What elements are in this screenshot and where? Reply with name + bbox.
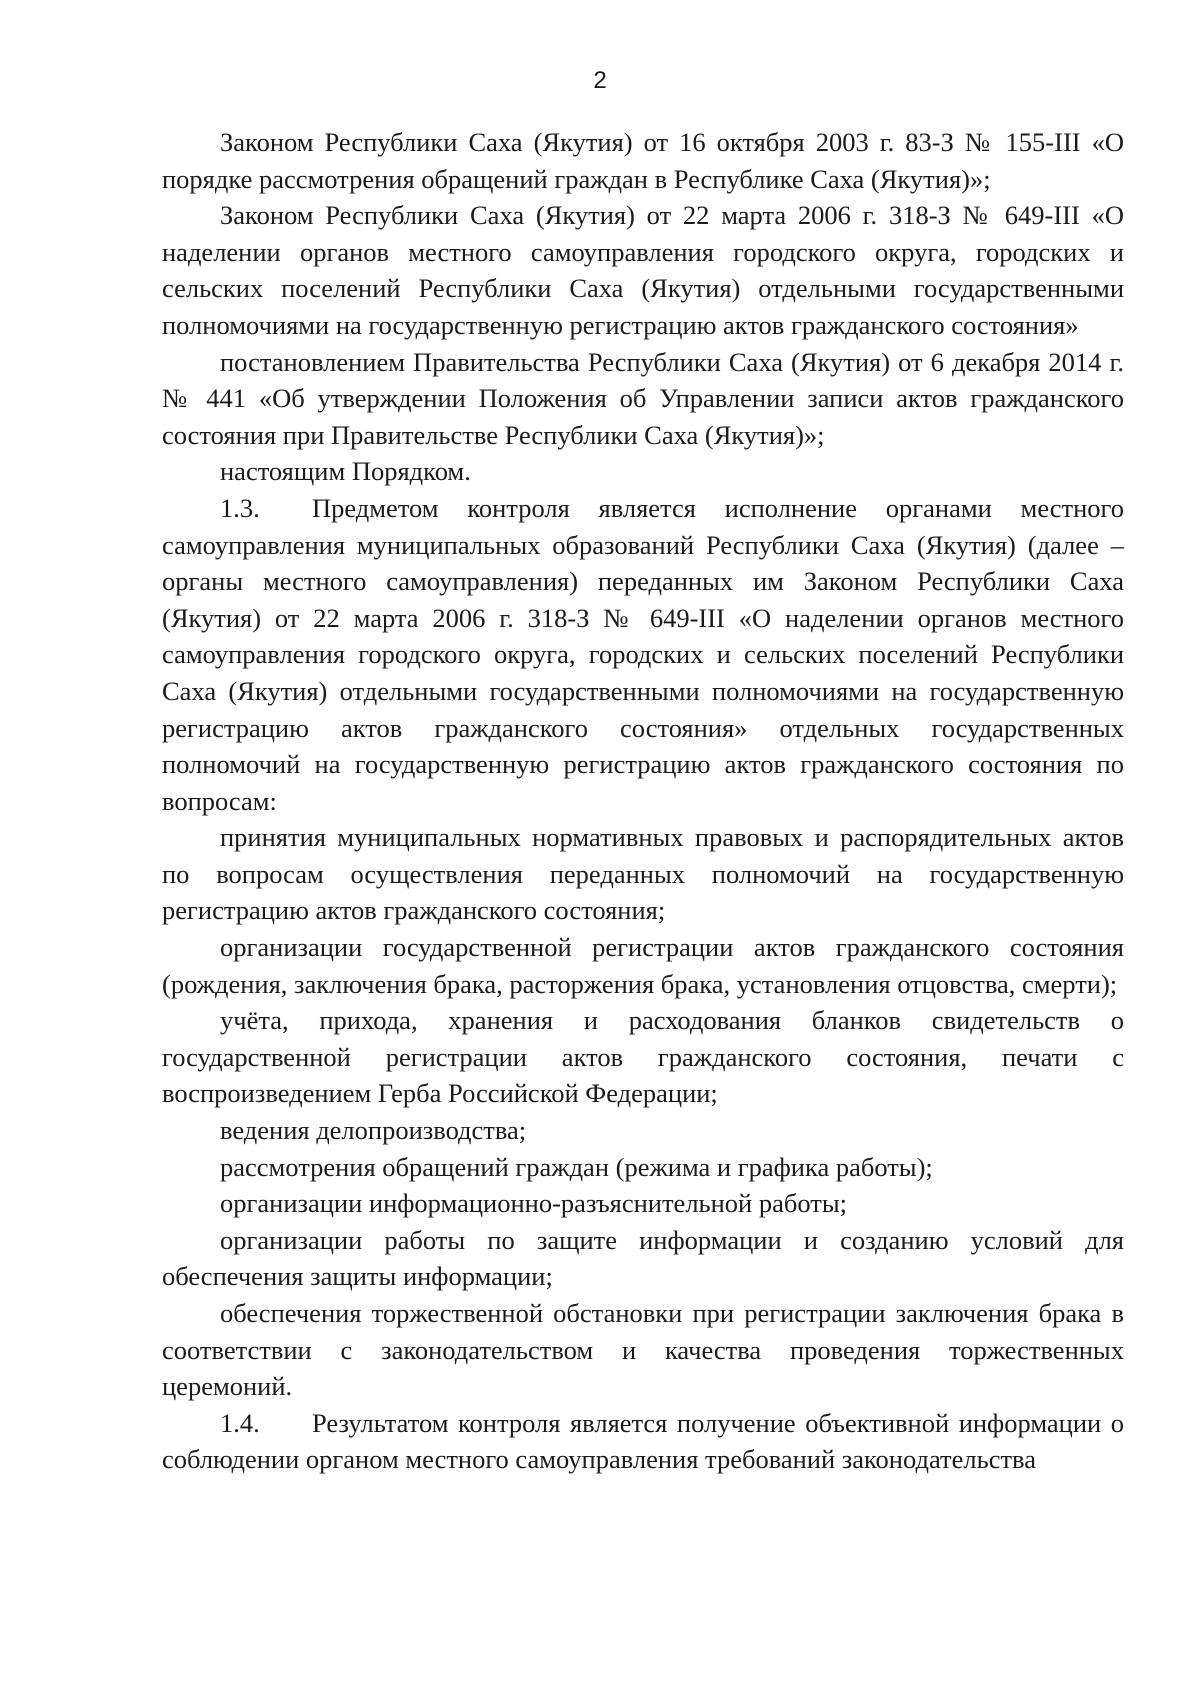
section-number: 1.4. bbox=[220, 1407, 260, 1438]
paragraph-this-procedure: настоящим Порядком. bbox=[220, 456, 471, 487]
list-item: организации информационно-разъяснительной работы; bbox=[220, 1188, 848, 1219]
section-text: Результатом контроля является получение объективной информации о соблюдении органом местного самоуправления требований законодательства bbox=[162, 1407, 1124, 1475]
list-item: организации работы по защите информации и созданию условий для обеспечения защиты информации; bbox=[162, 1224, 1124, 1292]
paragraph-government-resolution: постановлением Правительства Республики Саха (Якутия) от 6 декабря 2014 г. № 441 «Об утверждении Положения об Управлении записи актов гражданского состояния при Правительстве Республики Саха (Якутия)»; bbox=[162, 346, 1124, 450]
section-number: 1.3. bbox=[220, 492, 260, 523]
paragraph-law-appeals: Законом Республики Саха (Якутия) от 16 октября 2003 г. 83-З № 155-III «О порядке рассмотрения обращений граждан в Республике Саха (Якутия)»; bbox=[162, 127, 1124, 194]
list-item: принятия муниципальных нормативных правовых и распорядительных актов по вопросам осуществления переданных полномочий на государственную регистрацию актов гражданского состояния; bbox=[162, 822, 1124, 926]
list-item: обеспечения торжественной обстановки при регистрации заключения брака в соответствии с законодательством и качества проведения торжественных церемоний. bbox=[162, 1298, 1124, 1402]
list-item: организации государственной регистрации актов гражданского состояния (рождения, заключения брака, расторжения брака, установления отцовства, смерти); bbox=[162, 932, 1124, 999]
document-body bbox=[162, 124, 1124, 1478]
paragraph-law-powers: Законом Республики Саха (Якутия) от 22 марта 2006 г. 318-З № 649-III «О наделении органов местного самоуправления городского округа, городских и сельских поселений Республики Саха (Якутия) отдельными государственными полномочиями на государственную регистрацию актов гражданского состояния» bbox=[162, 200, 1124, 340]
section-1-3 bbox=[162, 490, 1124, 819]
list-item: ведения делопроизводства; bbox=[220, 1115, 527, 1146]
list-item: рассмотрения обращений граждан (режима и графика работы); bbox=[220, 1151, 933, 1182]
list-item: учёта, прихода, хранения и расходования бланков свидетельств о государственной регистрации актов гражданского состояния, печати с воспроизведением Герба Российской Федерации; bbox=[162, 1005, 1124, 1109]
section-1-4 bbox=[162, 1405, 1124, 1478]
page-number: 2 bbox=[593, 67, 607, 94]
section-text: Предметом контроля является исполнение органами местного самоуправления муниципальных образований Республики Саха (Якутия) (далее – органы местного самоуправления) переданных им Законом Республики Саха (Якутия) от 22 марта 2006 г. 318-З № 649-III «О наделении органов местного самоуправления городского округа, городских и сельских поселений Республики Саха (Якутия) отдельными государственными полномочиями на государственную регистрацию актов гражданского состояния» отдельных государственных полномочий на государственную регистрацию актов гражданского состояния по вопросам: bbox=[162, 492, 1124, 816]
